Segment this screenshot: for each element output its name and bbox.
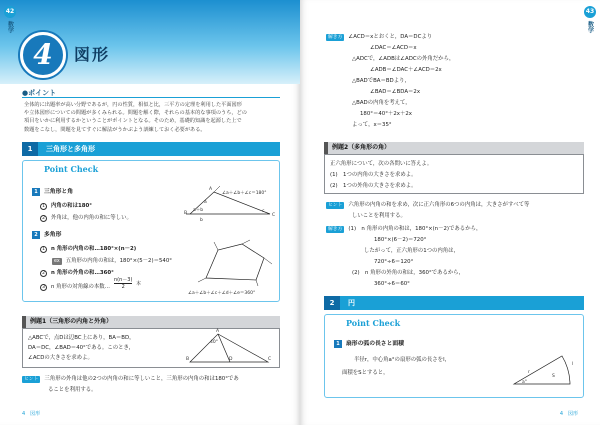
example-2-line: 正六角形について，次の各問いに答えよ。 xyxy=(330,161,433,167)
example-line xyxy=(52,256,172,265)
example-1-line: △ABCで，点Dは辺BC上にあり，BA＝BD， xyxy=(28,335,135,341)
answer-line: △BADの内角を考えて， xyxy=(352,100,411,106)
angle-label-ab: a＋b xyxy=(193,208,204,213)
subject-label: 数学 xyxy=(586,21,594,33)
subsection-polygons xyxy=(32,229,61,239)
subsection-title: 三角形と角 xyxy=(44,189,73,195)
angle-label-b: b xyxy=(200,218,203,223)
point-heading: ●ポイント xyxy=(22,89,57,97)
answer-line: ∠BAD＝∠BDA＝2x xyxy=(370,89,421,95)
answer-line: 180°＝40°＋2x＋2x xyxy=(360,111,412,117)
left-side-tab xyxy=(4,6,16,46)
rule-text: n 角形の内角の和…180°×(n－2) xyxy=(51,246,137,252)
vertex-label-c: C xyxy=(272,213,276,218)
hint-text: 六角形の内角の和を求め，次に正六角形の6つの内角は，大きさがすべて等 xyxy=(348,202,530,208)
answer-line xyxy=(326,32,432,41)
angle-label-40: 40° xyxy=(210,340,218,345)
vertex-label-a: A xyxy=(216,329,220,334)
point-text-line: 数題をこなし，問題を見てすぐに解法がうかぶよう訓練しておく必要がある。 xyxy=(24,126,206,133)
fraction-numerator: n(n－3) xyxy=(114,277,133,283)
fraction-denominator: 2 xyxy=(121,284,125,290)
item-mark: 2 xyxy=(40,215,47,222)
answer-tag: 解き方 xyxy=(328,35,343,40)
answer-text: ∠ACD＝xとおくと，DA＝DCより xyxy=(348,34,433,40)
answer-line: よって，x＝35° xyxy=(352,122,392,128)
subsection-number: 1 xyxy=(32,188,40,196)
point-check-title: Point Check xyxy=(346,318,401,328)
angle-label-a: a xyxy=(204,200,207,205)
rule-line xyxy=(40,213,132,222)
answer-line: △BADでBA＝BDより， xyxy=(352,78,410,84)
subject-label: 数学 xyxy=(6,21,14,33)
hint-line-2: しいことを利用する。 xyxy=(352,213,406,219)
answer-line: 720°÷6＝120° xyxy=(374,259,414,265)
rule-line xyxy=(40,244,136,253)
page-footer: 4 図形 xyxy=(559,411,578,417)
example-1-line: DA＝DC，∠BAD＝40°である。このとき， xyxy=(28,345,135,351)
point-check-title: Point Check xyxy=(44,164,99,174)
answer-text: (1) n 角形の内角の和は，180°×(n－2)であるから， xyxy=(348,226,482,232)
section-title: 円 xyxy=(348,299,355,307)
answer-line: 360°÷6＝60° xyxy=(374,281,410,287)
hint-tag: ヒント xyxy=(328,203,343,208)
answer-line: △ADCで，∠ADBは∠ADCの外角だから， xyxy=(352,56,455,62)
triangle-sum-note: ∠a＋∠b＋∠c＝180° xyxy=(222,191,267,196)
example-2-line: (1) 1つの内角の大きさを求めよ。 xyxy=(330,172,417,178)
rule-line xyxy=(40,268,114,277)
vertex-label-a: A xyxy=(209,187,213,192)
section-title: 三角形と多角形 xyxy=(46,145,95,153)
page-number-badge: 42 xyxy=(4,6,16,18)
example-1-line: ∠ACDの大きさを求めよ。 xyxy=(28,355,93,361)
subsection-number: 2 xyxy=(32,231,40,239)
answer-line: ∠DAC＝∠ACD＝x xyxy=(370,45,417,51)
vertex-label-b: B xyxy=(186,357,190,362)
diagonal-fraction xyxy=(114,277,141,290)
example-mark: ex xyxy=(54,259,60,264)
point-text-line: や立体図形についての問題が多くみられる。問題を解く際，それらの基本的な事項のうち，どの xyxy=(24,110,247,117)
example-2-header: 例題2（多角形の角） xyxy=(324,142,584,154)
item-mark: 3 xyxy=(40,284,47,291)
rule-text: 外角は，他の内角の和に等しい。 xyxy=(51,215,132,221)
sector-label-s: S xyxy=(552,374,555,379)
extension-line xyxy=(214,242,218,250)
rule-line xyxy=(40,282,110,291)
extension-line xyxy=(256,280,258,286)
page-footer: 4 図形 xyxy=(22,411,41,417)
subsection-triangle-angles xyxy=(32,186,73,196)
hint-line xyxy=(326,200,529,209)
page-number-badge: 43 xyxy=(584,6,596,18)
section-number: 2 xyxy=(324,296,340,310)
extension-line xyxy=(264,258,272,264)
rule-line xyxy=(40,201,92,210)
right-side-tab xyxy=(584,6,596,46)
vertex-label-c: C xyxy=(268,357,272,362)
vertex-label-b: B xyxy=(184,211,188,216)
answer-tag: 解き方 xyxy=(328,227,343,232)
example-text: 五角形の内角の和は，180°×(5－2)＝540° xyxy=(65,258,172,264)
subsection-title: 扇形の弧の長さと面積 xyxy=(346,341,404,347)
answer-line: (2) n 角形の外角の和は，360°であるから， xyxy=(352,270,465,276)
section-bar-2 xyxy=(324,296,584,310)
rule-text: n 角形の外角の和…360° xyxy=(51,270,114,276)
chapter-title: 図形 xyxy=(74,45,111,64)
chapter-number: 4 xyxy=(20,32,66,78)
extension-line xyxy=(214,186,220,192)
point-text-line: 全体的に出題率が高い分野であるが，円の性質，相似と比，三平方の定理を利用した平面図形 xyxy=(24,102,242,108)
item-mark: 1 xyxy=(40,246,47,253)
subsection-number: 1 xyxy=(334,340,342,348)
rule-text: n 角形の対角線の本数… xyxy=(51,284,111,290)
hint-tag: ヒント xyxy=(24,377,39,382)
section-number: 1 xyxy=(22,142,38,156)
fraction-unit: 本 xyxy=(136,280,142,287)
extension-line xyxy=(198,278,206,282)
point-text xyxy=(24,101,280,134)
example-2-line: (2) 1つの外角の大きさを求めよ。 xyxy=(330,183,417,189)
answer-line: ∠ADB＝∠DAC＋∠ACD＝2x xyxy=(370,67,442,73)
section-bar-1 xyxy=(22,142,280,156)
sector-description: 半径r，中心角a°の扇形の弧の長さをl， xyxy=(354,357,450,363)
sector-description: 面積をSとすると， xyxy=(342,370,389,376)
extension-line xyxy=(242,240,250,244)
item-mark: 2 xyxy=(40,270,47,277)
polygon-figure xyxy=(198,238,278,288)
subsection-title: 多角形 xyxy=(44,232,62,238)
sector-label-l: l xyxy=(572,362,574,367)
sector-label-r: r xyxy=(528,370,530,375)
answer-line xyxy=(326,224,481,233)
vertex-label-d: D xyxy=(229,357,233,362)
answer-line: 180°×(6－2)＝720° xyxy=(374,237,427,243)
rule-text: 内角の和は180° xyxy=(51,203,92,209)
subsection-sector xyxy=(334,338,404,348)
right-page xyxy=(300,0,600,425)
item-mark: 1 xyxy=(40,203,47,210)
hint-line xyxy=(22,374,239,383)
polygon-sum-note: ∠a＋∠b＋∠c＋∠d＋∠e＝360° xyxy=(188,291,256,296)
answer-line: したがって，正六角形の1つの内角は， xyxy=(364,248,459,254)
pentagon-shape xyxy=(206,244,264,280)
sector-label-a: a° xyxy=(522,380,528,385)
point-text-line: 項目をいかに利用するかということがポイントとなる。そのため，基礎的知識を起源した上で xyxy=(24,118,242,125)
hint-line-2: ることを利用する。 xyxy=(48,387,97,393)
example-1-header: 例題1（三角形の内角と外角） xyxy=(22,316,280,328)
point-divider xyxy=(22,97,280,98)
angle-label-c: c xyxy=(262,209,265,214)
hint-text: 三角形の外角は他の2つの内角の和に等しいこと，三角形の内角の和は180°であ xyxy=(44,376,239,382)
